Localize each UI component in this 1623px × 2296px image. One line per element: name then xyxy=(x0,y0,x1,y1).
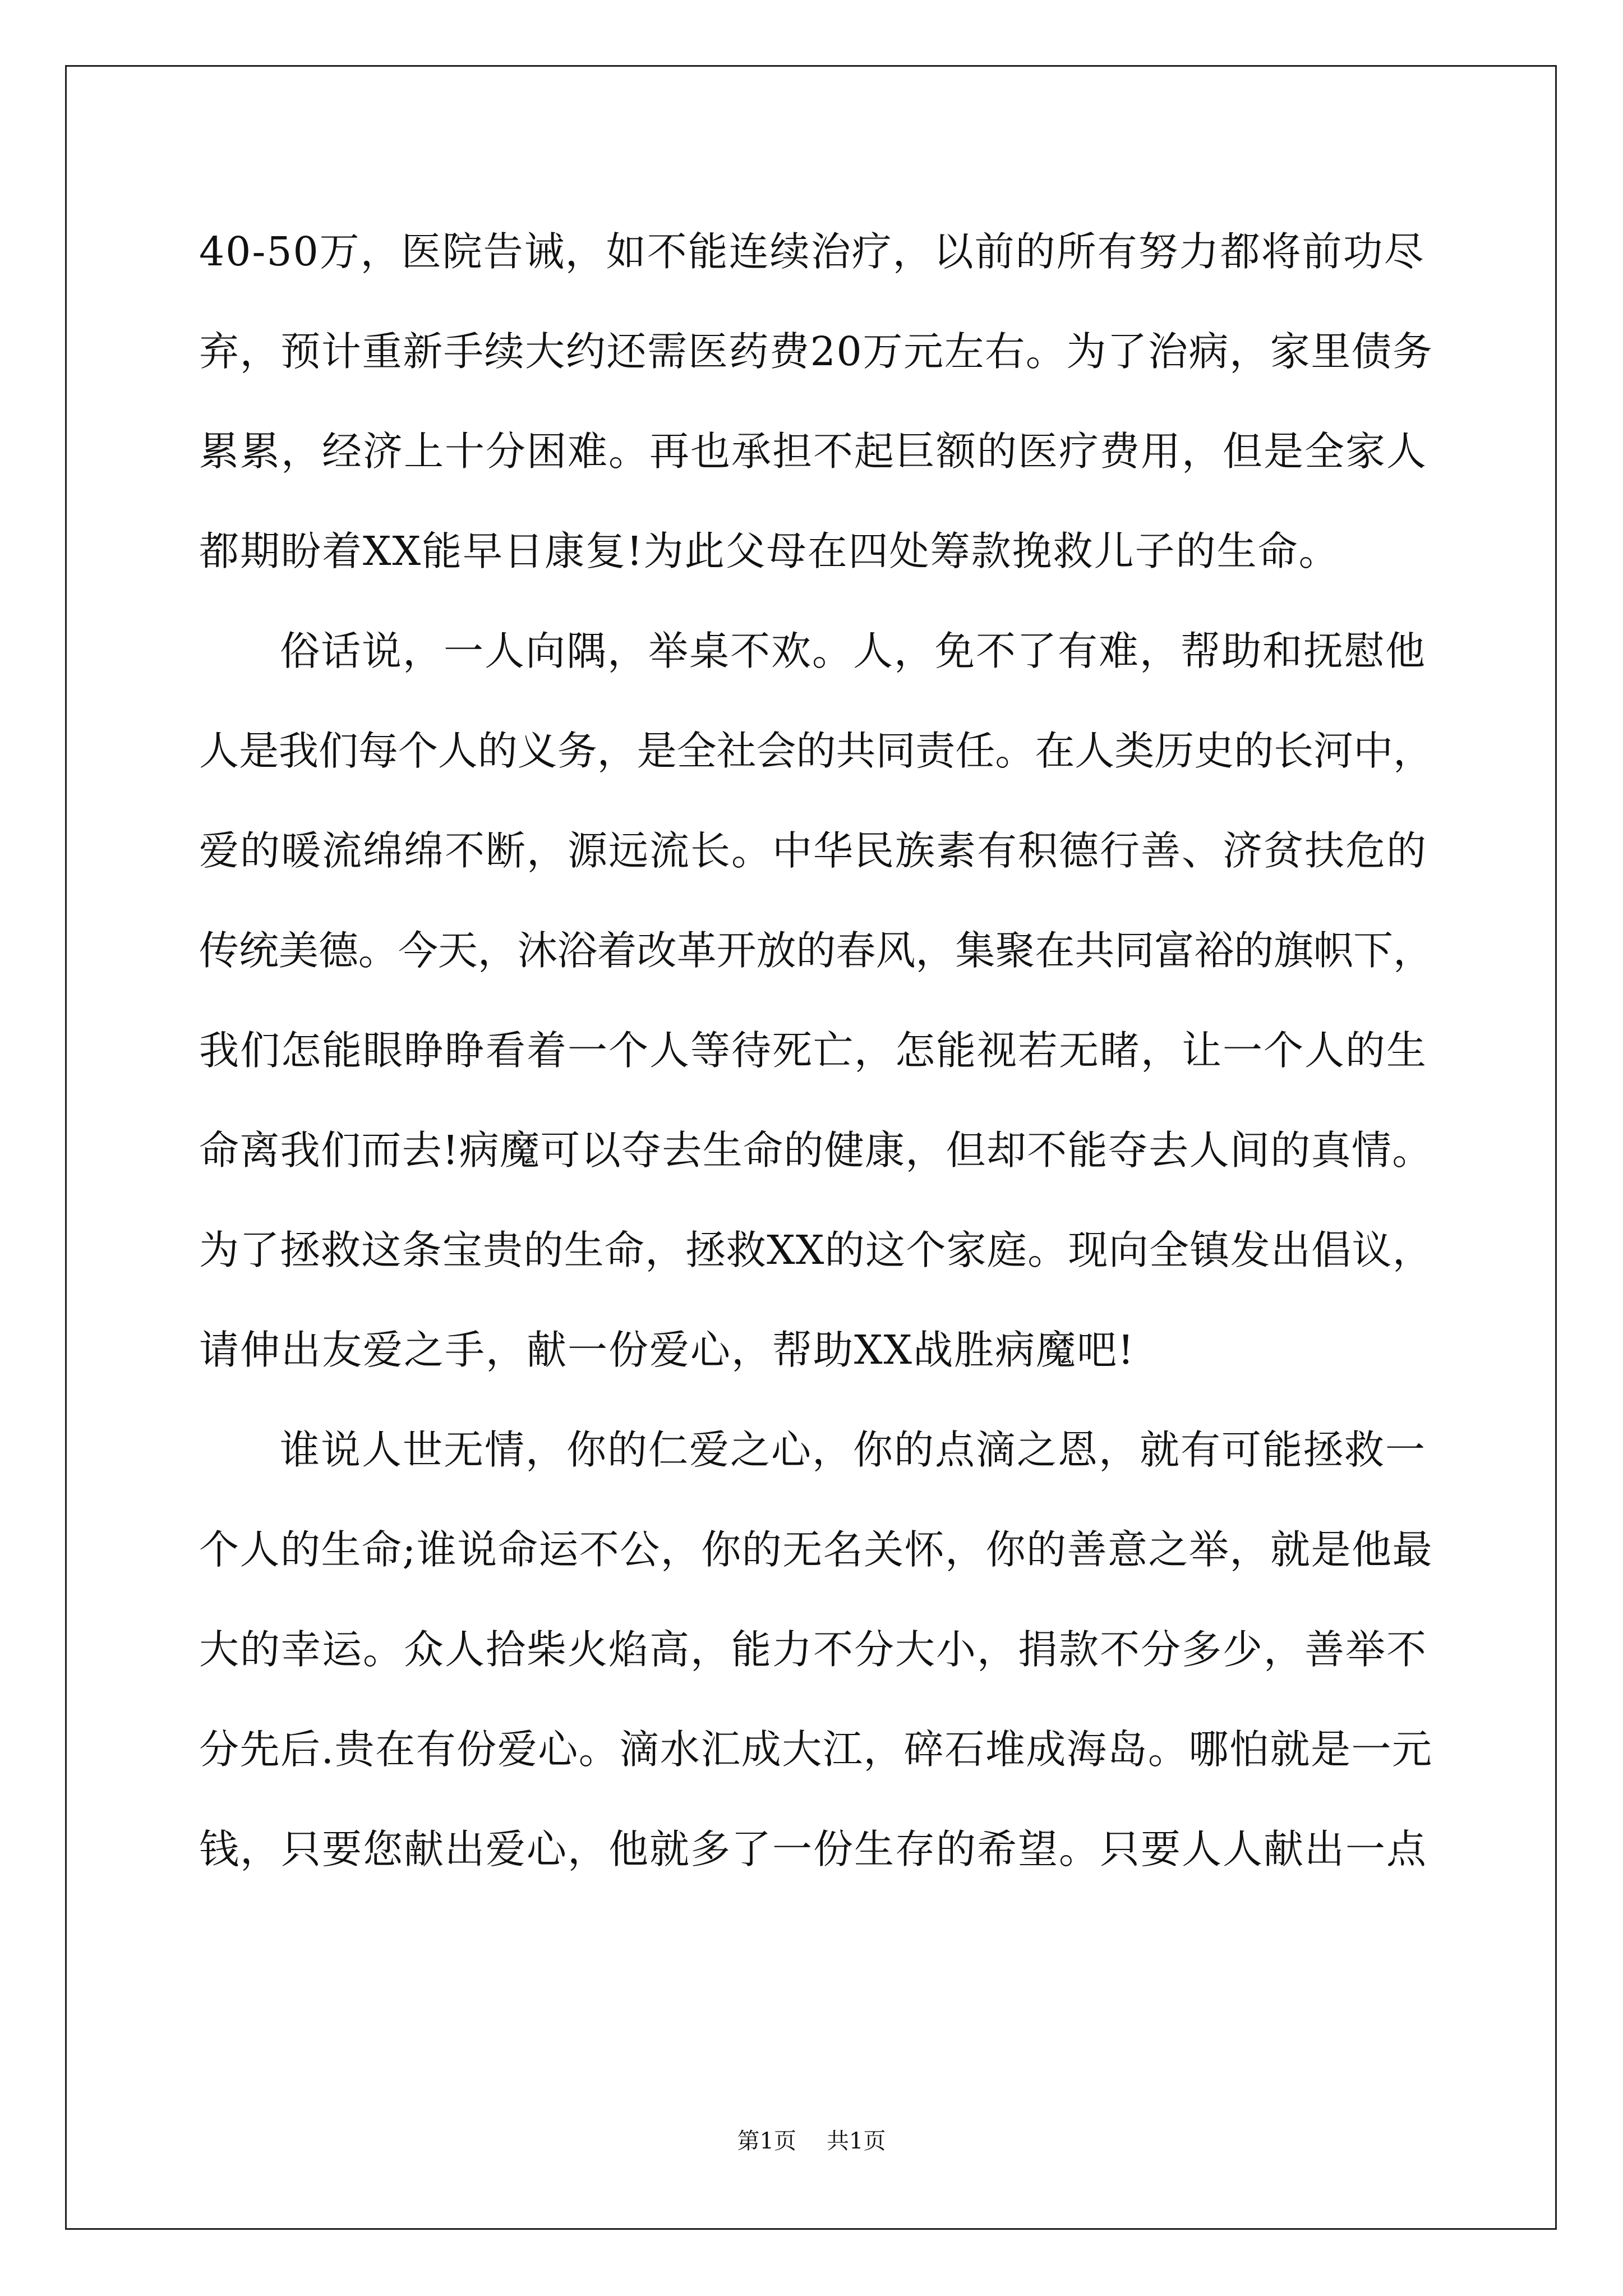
text-line: 为了拯救这条宝贵的生命，拯救XX的这个家庭。现向全镇发出倡议， xyxy=(199,1227,1433,1273)
text-line: 40-50万，医院告诫，如不能连续治疗，以前的所有努力都将前功尽 xyxy=(199,228,1425,275)
text-line: 我们怎能眼睁睁看着一个人等待死亡，怎能视若无睹，让一个人的生 xyxy=(199,1027,1428,1074)
text-line: 累累，经济上十分困难。再也承担不起巨额的医疗费用，但是全家人 xyxy=(199,428,1428,475)
text-line: 个人的生命;谁说命运不公，你的无名关怀，你的善意之举，就是他最 xyxy=(199,1526,1433,1573)
text-line: 爱的暖流绵绵不断，源远流长。中华民族素有积德行善、济贫扶危的 xyxy=(199,827,1428,874)
text-line: 分先后.贵在有份爱心。滴水汇成大江，碎石堆成海岛。哪怕就是一元 xyxy=(199,1726,1433,1773)
paragraph-start-line: 谁说人世无情，你的仁爱之心，你的点滴之恩，就有可能拯救一 xyxy=(280,1427,1427,1473)
text-line: 都期盼着XX能早日康复!为此父母在四处筹款挽救儿子的生命。 xyxy=(199,528,1340,574)
paragraph-start-line: 俗话说，一人向隅，举桌不欢。人，免不了有难，帮助和抚慰他 xyxy=(280,628,1427,674)
text-line: 人是我们每个人的义务，是全社会的共同责任。在人类历史的长河中， xyxy=(199,728,1433,774)
text-line: 钱，只要您献出爱心，他就多了一份生存的希望。只要人人献出一点 xyxy=(199,1826,1428,1872)
text-line: 命离我们而去!病魔可以夺去生命的健康，但却不能夺去人间的真情。 xyxy=(199,1127,1433,1174)
text-line: 传统美德。今天，沐浴着改革开放的春风，集聚在共同富裕的旗帜下， xyxy=(199,927,1433,974)
text-line: 大的幸运。众人拾柴火焰高，能力不分大小，捐款不分多少，善举不 xyxy=(199,1626,1428,1673)
page-footer xyxy=(0,2123,1623,2155)
page-number: 第1页 xyxy=(737,2128,796,2154)
page-total: 共1页 xyxy=(827,2128,886,2154)
text-line: 请伸出友爱之手，献一份爱心，帮助XX战胜病魔吧! xyxy=(199,1327,1135,1373)
text-line: 弃，预计重新手续大约还需医药费20万元左右。为了治病，家里债务 xyxy=(199,328,1433,375)
document-body xyxy=(199,202,1433,1899)
